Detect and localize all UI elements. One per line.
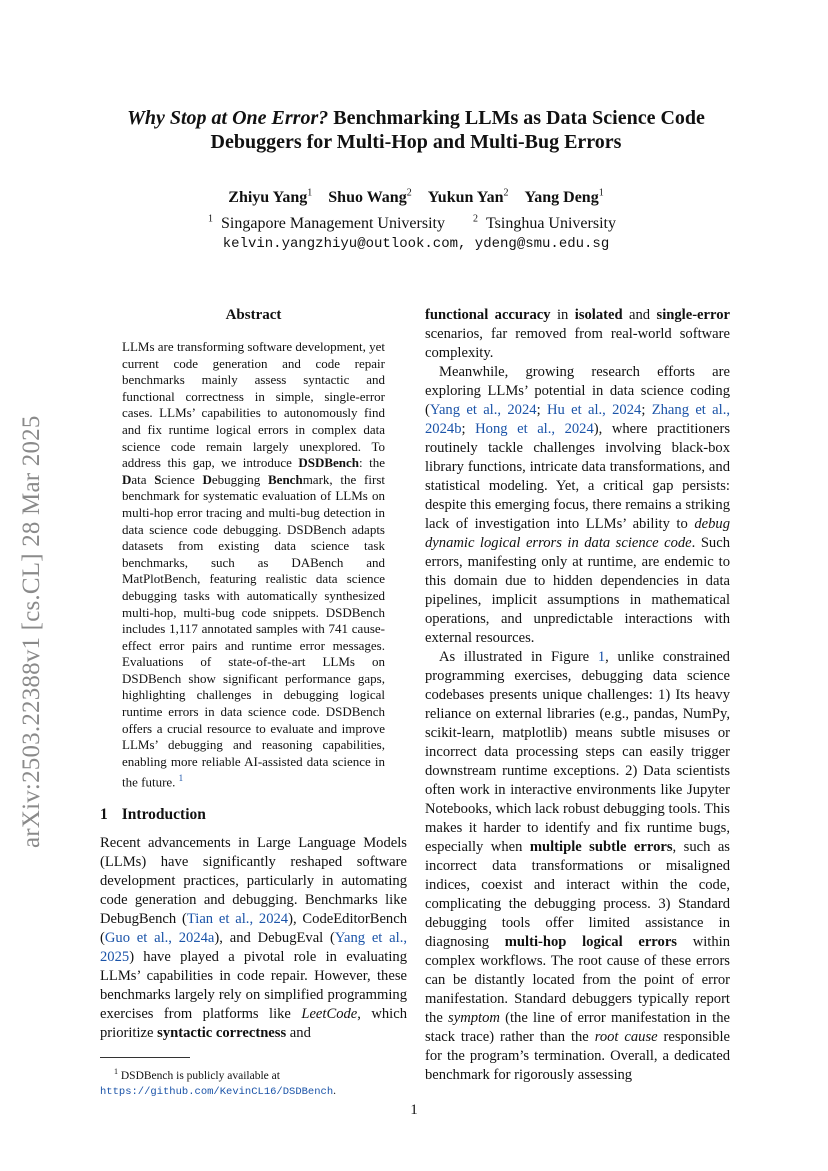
title-italic: Why Stop at One Error? (127, 107, 329, 129)
abstract-body: LLMs are transforming software development, yet current code generation and code repair benchmarks mainly assess syntactic and functional correctness in simple, single-error cases. LLMs’ capabilities to autonomously find and fix runtime logical errors in complex data science code remain largely unexplored. To address this gap, we introduce DSDBench: the Data Science Debugging Benchmark, the first benchmark for systematic evaluation of LLMs on multi-hop error tracing and multi-bug detection in data science code debugging. DSDBench adapts datasets from existing data science task benchmarks, such as DABench and MatPlotBench, featuring realistic data science debugging tasks with automatically synthesized multi-hop, multi-bug code snippets. DSDBench includes 1,117 annotated samples with 741 cause-effect error pairs and runtime error messages. Evaluations of state-of-the-art LLMs on DSDBench show significant performance gaps, highlighting challenges in debugging logical runtime errors in data science code. DSDBench offers a crucial resource to evaluate and improve LLMs’ debugging and reasoning capabilities, enabling more reliable AI-assisted data science in the future. $^1$ (122, 339, 386, 790)
footnote-rule (100, 1057, 190, 1058)
citation-link[interactable]: Yang et al., 2024 (429, 402, 537, 418)
arxiv-identifier: arXiv:2503.22388v1 [cs.CL] 28 Mar 2025 (18, 415, 45, 848)
paper-title (100, 106, 732, 154)
affiliation-1: $^1$ Singapore Management University (208, 213, 445, 232)
title-line2: Debuggers for Multi-Hop and Multi-Bug Errors (210, 131, 622, 153)
author-emails: kelvin.yangzhiyu@outlook.com, ydeng@smu.edu.sg (222, 235, 610, 252)
footnote-url-link[interactable]: https://github.com/KevinCL16/DSDBench (100, 1086, 334, 1099)
section-heading-introduction: 1 Introduction (100, 806, 206, 824)
footnote-ref[interactable]: 1 (178, 773, 184, 784)
citation-link[interactable]: Guo et al., 2024a (104, 930, 215, 947)
citation-link[interactable]: Tian et al., 2024 (186, 911, 289, 928)
citation-link[interactable]: Hong et al., 2024 (475, 421, 594, 437)
author-names (100, 183, 732, 208)
left-column (100, 306, 407, 1100)
intro-paragraph: Recent advancements in Large Language Models (LLMs) have significantly reshaped software development practices, particularly in automating code generation and debugging. Benchmarks like DebugBench (Tian et al., 2024), CodeEditorBench (Guo et al., 2024a), and DebugEval (Yang et al., 2025) have played a pivotal role in evaluating LLMs’ capabilities in code repair. However, these benchmarks largely rely on simplified programming exercises from platforms like LeetCode, which prioritize syntactic correctness and (100, 835, 407, 1042)
citation-link[interactable]: Yang et al., 2025 (100, 930, 407, 966)
author-name: Yukun Yan$^2$ (427, 188, 509, 207)
author-name: Shuo Wang$^2$ (328, 188, 412, 207)
right-paragraph: As illustrated in Figure 1, unlike constrained programming exercises, debugging data science codebases presents unique challenges: 1) Its heavy reliance on external libraries (e.g., pandas, NumPy, scikit-learn, matplotlib) means subtle misuses or incorrect data processing steps can easily trigger downstream runtime exceptions. 2) Data scientists often work in interactive environments like Jupyter Notebooks, which lack robust debugging tools. This makes it harder to identify and fix runtime bugs, especially when multiple subtle errors, such as incorrect data transformations or misaligned indices, coexist and interact within the code, complicating the debugging process. 3) Standard debugging tools offer limited assistance in diagnosing multi-hop logical errors within complex workflows. The root cause of these errors can be distantly located from the point of error manifestation. Standard debuggers typically report the symptom (the line of error manifestation in the stack trace) rather than the root cause responsible for the program’s termination. Overall, a dedicated benchmark for rigorously assessing (425, 649, 730, 1083)
citation-link[interactable]: Zhang et al., 2024b (425, 402, 731, 437)
abstract-heading: Abstract (225, 307, 282, 323)
right-paragraph: functional accuracy in isolated and single-error scenarios, far removed from real-world software complexity. (425, 307, 730, 361)
author-block (100, 183, 732, 255)
affiliations (100, 208, 732, 233)
author-name: Yang Deng$^1$ (524, 188, 604, 207)
title-line1: Benchmarking LLMs as Data Science Code (328, 107, 705, 129)
figure-ref-link[interactable]: 1 (597, 649, 606, 665)
citation-link[interactable]: Hu et al., 2024 (546, 402, 642, 418)
affiliation-2: $^2$ Tsinghua University (472, 213, 616, 232)
right-column (425, 306, 730, 1085)
right-paragraph: Meanwhile, growing research efforts are exploring LLMs’ potential in data science coding (Yang et al., 2024; Hu et al., 2024; Zhang et al., 2024b; Hong et al., 2024), where practitioners routinely tackle challenges involving black-box library functions, intricate data transformations, and statistical modeling. Yet, a critical gap persists: despite this emerging focus, there remains a striking lack of investigation into LLMs’ ability to debug dynamic logical errors in data science code. Such errors, manifesting only at runtime, are endemic to this domain due to hidden dependencies in data pipelines, implicit assumptions in mathematical operations, and unpredictable interactions with external resources. (425, 364, 731, 646)
author-name: Zhiyu Yang$^1$ (228, 188, 313, 207)
page-number: 1 (410, 1102, 418, 1118)
footnote: $^1$ DSDBench is publicly available at https://github.com/KevinCL16/DSDBench. (100, 1067, 337, 1099)
